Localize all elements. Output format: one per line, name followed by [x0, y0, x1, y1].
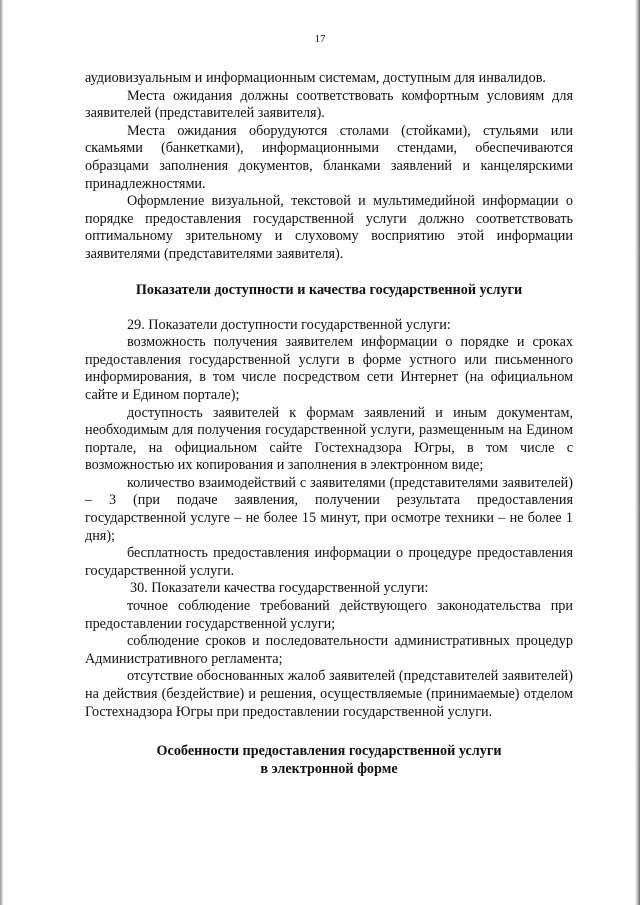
section-29-item: количество взаимодействий с заявителями (представителями заявителей) – 3 (при подаче заявления, получении результата предоставления государственной услуге – не более 15 минут, при осмотре техники – не более 1 дня); — [85, 474, 573, 544]
section-29-item: возможность получения заявителем информации о порядке и сроках предоставления государственной услуги в форме устного или письменного информирования, в том числе посредством сети Интернет (на официальном сайте и Едином портале); — [85, 334, 573, 403]
section-29-title: 29. Показатели доступности государственной услуги: — [127, 316, 451, 333]
section-30-item: отсутствие обоснованных жалоб заявителей (представителей заявителей) на действия (бездействие) и решения, осуществляемые (принимаемые) отделом Гостехнадзора Югры при предоставлении государственной услуги. — [85, 668, 573, 720]
document-body — [85, 70, 573, 778]
section-30-item: соблюдение сроков и последовательности административных процедур Административного регламента; — [85, 633, 573, 667]
section-29-item: бесплатность предоставления информации о процедуре предоставления государственной услуги. — [85, 545, 573, 579]
section-heading-electronic-form-line1: Особенности предоставления государственной услуги — [156, 743, 502, 760]
section-heading-accessibility-quality: Показатели доступности и качества государственной услуги — [135, 281, 523, 298]
page-number: 17 — [314, 33, 326, 45]
paragraph-waiting-equipment: Места ожидания оборудуются столами (стойками), стульями или скамьями (банкетками), информационными стендами, обеспечиваются образцами заполнения документов, бланками заявлений и канцелярскими принадлежностями. — [85, 122, 573, 192]
section-30-title: 30. Показатели качества государственной услуги: — [130, 580, 429, 597]
paragraph-continuation: аудиовизуальным и информационным системам, доступным для инвалидов. — [85, 70, 546, 86]
section-heading-electronic-form-line2: в электронной форме — [260, 761, 398, 778]
scan-edge-left — [0, 0, 3, 905]
section-30-item: точное соблюдение требований действующего законодательства при предоставлении государственной услуги; — [85, 598, 573, 632]
paragraph-waiting-comfort: Места ожидания должны соответствовать комфортным условиям для заявителей (представителей заявителя). — [85, 87, 573, 122]
section-29-item: доступность заявителей к формам заявлений и иным документам, необходимым для получения государственной услуги, размещенным на Едином портале, на официальном сайте Гостехнадзора Югры, в том числе с возможностью их копирования и заполнения в электронном виде; — [85, 404, 573, 474]
scan-edge-right — [635, 0, 640, 905]
paragraph-information-design: Оформление визуальной, текстовой и мультимедийной информации о порядке предоставления государственной услуги должно соответствовать оптимальному зрительному и слуховому восприятию этой информации заявителями (представителями заявителя). — [85, 193, 573, 262]
